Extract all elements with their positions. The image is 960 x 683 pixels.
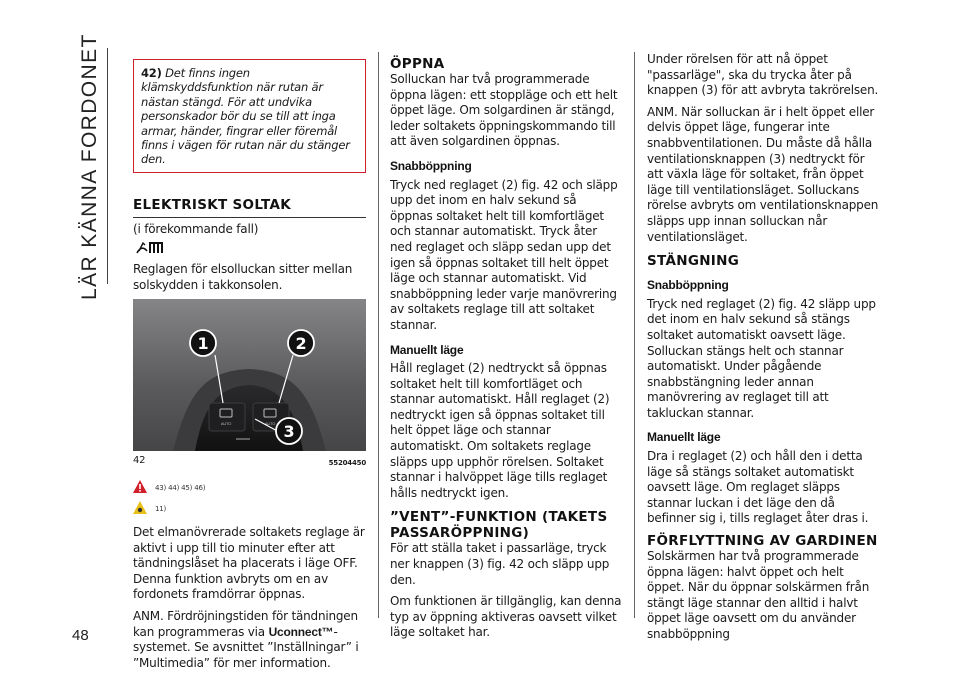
subsection-title: Snabböppning <box>390 158 472 173</box>
paragraph: ANM. När solluckan är i helt öppet eller delvis öppet läge, fungerar inte snabbventilationen. Du måste då hålla ventilationsknappen (3) nedtryckt för att växla läge för soltaket, från öppet läge till ventilationsläget. Solluckans rörelse avbryts om ventilationsknappen släpps upp innan solluckan når ventilationsläget. <box>647 104 879 244</box>
paragraph: Håll reglaget (2) nedtryckt så öppnas soltaket helt till komfortläget och stannar automatiskt. Håll reglaget (2) nedtryckt igen så öppnas soltaket till helt öppet läge och stannar automatiskt. Om soltakets reglage släpps upp upphör rörelsen. Soltaket stannar i halvöppet läge tills reglaget hålls nedtryckt igen. <box>390 361 610 500</box>
sunroof-controls-figure <box>133 299 366 451</box>
warning-text: Det finns ingen klämskyddsfunktion när rutan är nästan stängd. För att undvika personskador bör du se till att inga armar, händer, fingrar eller föremål finns i vägen för rutan när du stänger den. <box>141 66 350 167</box>
note-refs: 11) <box>155 505 167 514</box>
chapter-divider <box>107 48 108 284</box>
paragraph: För att ställa taket i passarläge, tryck ner knappen (3) fig. 42 och släpp upp den. <box>390 541 610 587</box>
svg-text:1: 1 <box>197 334 209 354</box>
figure-caption <box>133 453 366 472</box>
warning-refs: 43) 44) 45) 46) <box>155 483 206 492</box>
warning-number: 42) <box>141 66 162 80</box>
paragraph: Solskärmen har två programmerade öppna lägen: halvt öppet och helt öppet. När du öppnar solskärmen från stängt läge stannar den alltid i halvt öppet läge oavsett om du använder snabböppning <box>647 549 870 641</box>
paragraph: Dra i reglaget (2) och håll den i detta läge så stängs soltaket automatiskt oavsett läge. Om reglaget släpps stannar luckan i det läge den då befinner sig i, tills reglaget åter dras i. <box>647 449 869 526</box>
callout-2 <box>288 330 314 356</box>
warning-triangle-icon <box>133 480 147 498</box>
section-title: ELEKTRISKT SOLTAK <box>133 197 366 218</box>
section-title-close: STÄNGNING <box>647 253 740 270</box>
column-divider <box>634 52 635 618</box>
section-title-move: FÖRFLYTTNING AV GARDINEN <box>647 533 878 550</box>
note-triangle-icon <box>133 501 147 519</box>
paragraph: Tryck ned reglaget (2) fig. 42 släpp upp det inom en halv sekund så stängs soltaket automatiskt oavsett läge. Solluckan stängs helt och stannar automatiskt. Under pågående snabbstängning leder annan manövrering av reglaget till att takluckan stannar. <box>647 296 876 420</box>
button-label: AUTO <box>220 421 232 427</box>
paragraph: Det elmanövrerade soltakets reglage är aktivt i upp till tio minuter efter att tändningslåset ha placerats i läge OFF. Denna funktion avbryts om en av fordonets framdörrar öppnas. <box>133 525 365 602</box>
warning-box <box>133 59 366 173</box>
column-2 <box>390 52 622 647</box>
svg-text:3: 3 <box>283 422 295 442</box>
intro-text: Reglagen för elsolluckan sitter mellan solskydden i takkonsolen. <box>133 262 353 292</box>
warning-refs-row <box>133 480 366 498</box>
paragraph: Om funktionen är tillgänglig, kan denna typ av öppning aktiveras oavsett vilket läge soltaket har. <box>390 594 622 640</box>
callout-3 <box>276 418 302 444</box>
svg-text:2: 2 <box>295 334 307 354</box>
column-divider <box>378 52 379 618</box>
subsection-title: Snabböppning <box>647 278 729 293</box>
electrical-option-icon <box>135 239 366 260</box>
paragraph: Solluckan har två programmerade öppna lägen: ett stoppläge och ett helt öppet läge. Om solgardinen är stängd, leder soltakets öppningskommando till att även solgardinen öppnas. <box>390 72 618 149</box>
section-title-open: ÖPPNA <box>390 56 445 72</box>
figure-number: 42 <box>133 455 146 467</box>
availability-text: (i förekommande fall) <box>133 221 259 236</box>
subsection-title: Manuellt läge <box>390 342 464 357</box>
figure-code: 55204450 <box>328 459 366 468</box>
subsection-title: Manuellt läge <box>647 430 721 445</box>
section-title-vent: ”VENT”-FUNKTION (TAKETS PASSARÖPPNING) <box>390 509 608 542</box>
column-1 <box>133 52 366 677</box>
chapter-title: LÄR KÄNNA FORDONET <box>78 33 101 300</box>
callout-1 <box>190 330 216 356</box>
page-number: 48 <box>72 627 89 644</box>
paragraph: Under rörelsen för att nå öppet "passarläge", ska du trycka åter på knappen (3) för att avbryta takrörelsen. <box>647 52 879 98</box>
column-3 <box>647 52 880 649</box>
uconnect-brand: Uconnect™ <box>268 624 334 639</box>
button-label: AUTO <box>264 421 276 427</box>
paragraph: Tryck ned reglaget (2) fig. 42 och släpp upp det inom en halv sekund så öppnas soltaket helt till komfortläget och stannar automatiskt. Tryck åter ned reglaget och släpp sedan upp det igen så öppnas soltaket till helt öppet läge och stannar automatiskt. Vid snabböppning leder varje manövrering av soltakets reglage till att soltaket stannar. <box>390 177 618 332</box>
note-refs-row <box>133 501 366 519</box>
note-paragraph: ANM. Fördröjningstiden för tändningen kan programmeras via Uconnect™-systemet. Se avsnittet ”Inställningar” i ”Multimedia” för mer information. <box>133 608 359 670</box>
